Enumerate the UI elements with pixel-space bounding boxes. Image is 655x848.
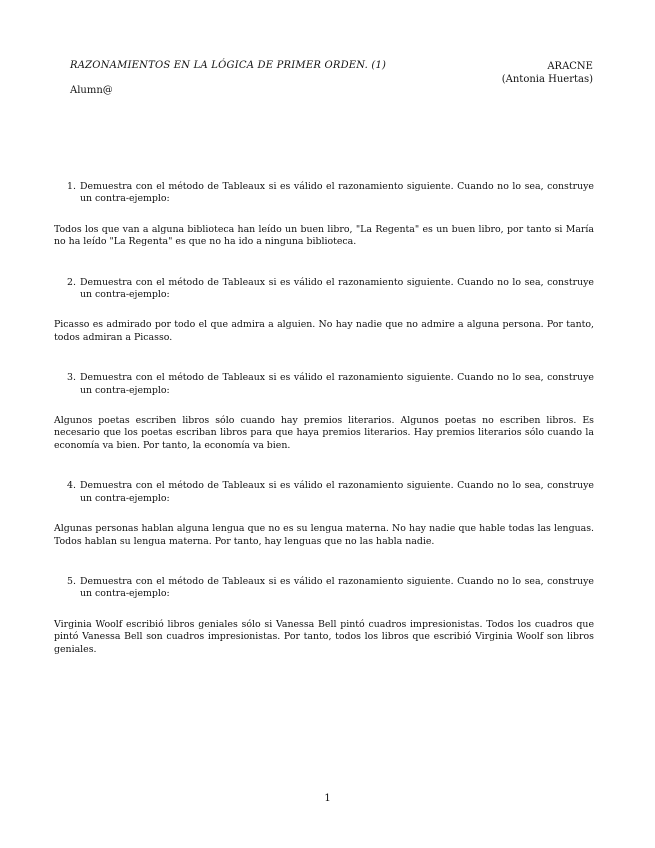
page-number: 1 — [324, 793, 331, 804]
exercise-instruction — [54, 480, 594, 505]
exercise-statement: Picasso es admirado por todo el que admira a alguien. No hay nadie que no admire a alguna persona. Por tanto, todos admiran a Picasso. — [54, 319, 594, 343]
instruction-text: Demuestra con el método de Tableaux si es válido el razonamiento siguiente. Cuando no lo sea, construye un contra-ejemplo: — [80, 181, 594, 205]
document-title: RAZONAMIENTOS EN LA LÓGICA DE PRIMER ORDEN. (1) — [70, 60, 387, 71]
exercise-instruction — [54, 372, 594, 397]
exercise-instruction — [54, 277, 594, 302]
exercise-number: 4. — [67, 480, 76, 492]
exercise-instruction — [54, 576, 594, 601]
exercise-list — [54, 181, 594, 656]
exercise-statement: Virginia Woolf escribió libros geniales sólo si Vanessa Bell pintó cuadros impresionistas. Todos los cuadros que pintó Vanessa Bell son cuadros impresionistas. Por tanto, todos los libros que escribió Virginia Woolf son libros geniales. — [54, 618, 594, 655]
student-label: Alumn@ — [70, 85, 113, 96]
exercise-instruction — [54, 181, 594, 206]
instruction-text: Demuestra con el método de Tableaux si es válido el razonamiento siguiente. Cuando no lo sea, construye un contra-ejemplo: — [80, 372, 594, 396]
exercise-statement: Todos los que van a alguna biblioteca han leído un buen libro, "La Regenta" es un buen libro, por tanto si María no ha leído "La Regenta" es que no ha ido a ninguna biblioteca. — [54, 223, 594, 248]
exercise-5 — [54, 576, 594, 656]
exercise-number: 5. — [67, 575, 76, 587]
instruction-text: Demuestra con el método de Tableaux si es válido el razonamiento siguiente. Cuando no lo sea, construye un contra-ejemplo: — [80, 575, 594, 600]
organization-name: ARACNE — [547, 61, 593, 72]
exercise-3 — [54, 372, 594, 452]
exercise-4 — [54, 480, 594, 548]
author-name: (Antonia Huertas) — [501, 74, 593, 85]
exercise-1 — [54, 181, 594, 249]
exercise-number: 3. — [67, 372, 76, 384]
author-block — [502, 60, 593, 86]
exercise-statement: Algunos poetas escriben libros sólo cuando hay premios literarios. Algunos poetas no escriben libros. Es necesario que los poetas escriban libros para que haya premios literarios. Hay premios literarios sólo cuando la economía va bien. Por tanto, la economía va bien. — [54, 415, 594, 451]
exercise-number: 2. — [67, 276, 76, 288]
instruction-text: Demuestra con el método de Tableaux si es válido el razonamiento siguiente. Cuando no lo sea, construye un contra-ejemplo: — [80, 480, 594, 504]
exercise-statement: Algunas personas hablan alguna lengua que no es su lengua materna. No hay nadie que hable todas las lenguas. Todos hablan su lengua materna. Por tanto, hay lenguas que no las habla nadie. — [54, 523, 594, 547]
exercise-2 — [54, 277, 594, 345]
exercise-number: 1. — [67, 181, 76, 192]
instruction-text: Demuestra con el método de Tableaux si es válido el razonamiento siguiente. Cuando no lo sea, construye un contra-ejemplo: — [80, 276, 594, 301]
